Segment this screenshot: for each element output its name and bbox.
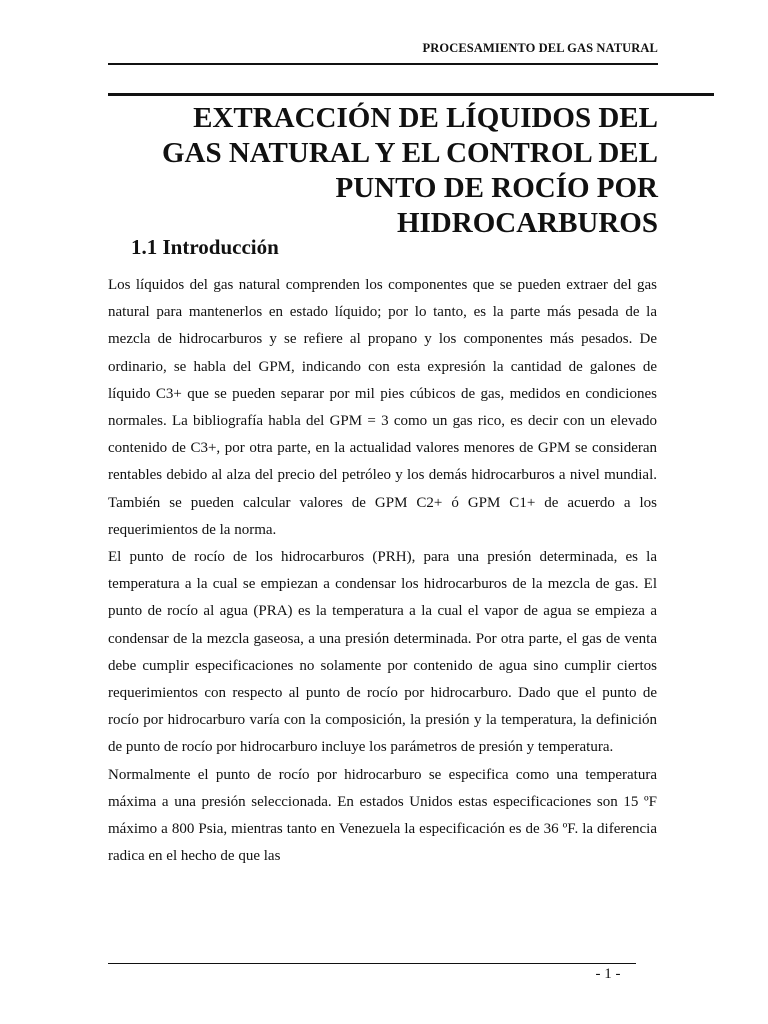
title-rule [108, 93, 714, 96]
chapter-title [98, 101, 658, 241]
paragraph: El punto de rocío de los hidrocarburos (PRH), para una presión determinada, es la temperatura a la cual se empiezan a condensar los hidrocarburos de la mezcla de gas. El punto de rocío al agua (PRA) es la temperatura a la cual el vapor de agua se empieza a condensar de la mezcla gaseosa, a una presión determinada. Por otra parte, el gas de venta debe cumplir especificaciones no solamente por contenido de agua sino cumplir ciertos requerimientos con respecto al punto de rocío por hidrocarburo. Dado que el punto de rocío por hidrocarburo varía con la composición, la presión y la temperatura, la definición de punto de rocío por hidrocarburo incluye los parámetros de presión y temperatura. [108, 549, 657, 756]
chapter-title-line: GAS NATURAL Y EL CONTROL DEL [161, 137, 658, 169]
chapter-title-line: HIDROCARBUROS [396, 207, 658, 239]
chapter-title-line: EXTRACCIÓN DE LÍQUIDOS DEL [193, 102, 658, 134]
body-text [108, 272, 657, 870]
footer-rule [108, 963, 636, 964]
paragraph: Normalmente el punto de rocío por hidrocarburo se especifica como una temperatura máxima a una presión seleccionada. En estados Unidos estas especificaciones son 15 ºF máximo a 800 Psia, mientras tanto en Venezuela la especificación es de 36 ºF. la diferencia radica en el hecho de que las [108, 766, 657, 865]
section-heading: 1.1 Introducción [131, 235, 279, 259]
page-number: - 1 - [595, 966, 621, 982]
chapter-title-line: PUNTO DE ROCÍO POR [335, 172, 658, 204]
running-header: PROCESAMIENTO DEL GAS NATURAL [422, 41, 658, 55]
paragraph: Los líquidos del gas natural comprenden los componentes que se pueden extraer del gas natural para mantenerlos en estado líquido; por lo tanto, es la parte más pesada de la mezcla de hidrocarburos y se refiere al propano y los componentes más pesados. De ordinario, se habla del GPM, indicando con esta expresión la cantidad de galones de líquido C3+ que se pueden separar por mil pies cúbicos de gas, medidos en condiciones normales. La bibliografía habla del GPM = 3 como un gas rico, es decir con un elevado contenido de C3+, por otra parte, en la actualidad valores menores de GPM se consideran rentables debido al alza del precio del petróleo y los demás hidrocarburos a nivel mundial. También se pueden calcular valores de GPM C2+ ó GPM C1+ de acuerdo a los requerimientos de la norma. [108, 277, 657, 538]
header-rule [108, 63, 658, 65]
